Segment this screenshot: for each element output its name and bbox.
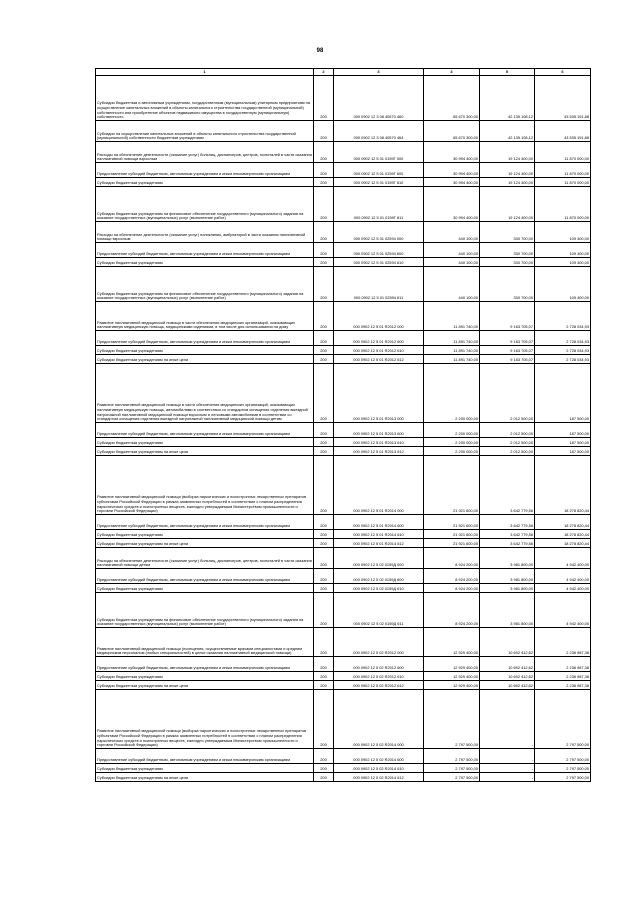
- row-executed-cell: 3 642 779,56: [480, 530, 535, 539]
- row-code-cell: 200: [314, 628, 334, 657]
- row-code-cell: 200: [314, 681, 334, 690]
- row-name-cell: Предоставление субсидий бюджетным, автономным учреждениям и иным некоммерческим организациям: [96, 163, 314, 178]
- row-remainder-cell: 2 236 987,38: [535, 657, 591, 672]
- header-col-6: 6: [535, 69, 591, 76]
- row-kbk-cell: 000 0902 12 5 02 0159Д 610: [334, 584, 424, 593]
- row-code-cell: 200: [314, 142, 334, 163]
- row-remainder-cell: 18 278 820,44: [535, 456, 591, 515]
- table-row: [96, 178, 591, 187]
- row-kbk-cell: 000 0902 12 5 02 R2012 612: [334, 681, 424, 690]
- row-name-cell: Субсидии бюджетным учреждениям: [96, 584, 314, 593]
- row-executed-cell: 3 642 779,56: [480, 515, 535, 530]
- row-code-cell: 200: [314, 672, 334, 681]
- table-row: [96, 121, 591, 142]
- row-name-cell: Субсидии бюджетным учреждениям на иные цели: [96, 539, 314, 548]
- row-kbk-cell: 000 0902 12 5 01 0159Г 610: [334, 178, 424, 187]
- row-remainder-cell: 4 942 400,00: [535, 569, 591, 584]
- row-plan-cell: 65 670 300,00: [424, 76, 480, 121]
- row-name-cell: Субсидии бюджетным учреждениям: [96, 346, 314, 355]
- table-row: [96, 447, 591, 456]
- row-executed-cell: 19 124 400,00: [480, 178, 535, 187]
- row-code-cell: 200: [314, 749, 334, 764]
- row-kbk-cell: 000 0902 12 5 02 R2012 600: [334, 657, 424, 672]
- row-code-cell: 200: [314, 258, 334, 267]
- row-plan-cell: 2 200 000,00: [424, 364, 480, 423]
- table-row: [96, 569, 591, 584]
- table-header-row: [96, 69, 591, 76]
- row-remainder-cell: 2 797 500,00: [535, 773, 591, 782]
- row-plan-cell: 440 100,00: [424, 258, 480, 267]
- row-remainder-cell: 11 870 000,00: [535, 142, 591, 163]
- row-name-cell: Субсидии бюджетным учреждениям на иные цели: [96, 447, 314, 456]
- row-plan-cell: 2 797 500,00: [424, 749, 480, 764]
- row-name-cell: Субсидии бюджетным учреждениям на иные цели: [96, 773, 314, 782]
- row-plan-cell: 8 924 200,00: [424, 569, 480, 584]
- table-row: [96, 539, 591, 548]
- row-remainder-cell: 43 535 191,88: [535, 121, 591, 142]
- row-executed-cell: 9 163 705,07: [480, 331, 535, 346]
- row-executed-cell: 42 135 108,12: [480, 76, 535, 121]
- table-row: [96, 302, 591, 331]
- row-code-cell: 200: [314, 773, 334, 782]
- table-row: [96, 530, 591, 539]
- row-name-cell: Субсидии бюджетным учреждениям: [96, 258, 314, 267]
- row-plan-cell: 440 100,00: [424, 222, 480, 243]
- row-plan-cell: 30 994 400,00: [424, 178, 480, 187]
- row-plan-cell: 2 200 000,00: [424, 447, 480, 456]
- table-row: [96, 690, 591, 749]
- table-row: [96, 593, 591, 628]
- row-executed-cell: 330 700,00: [480, 222, 535, 243]
- row-code-cell: 200: [314, 593, 334, 628]
- row-code-cell: 200: [314, 163, 334, 178]
- row-remainder-cell: 2 728 034,93: [535, 331, 591, 346]
- row-name-cell: Предоставление субсидий бюджетным, автономным учреждениям и иным некоммерческим организациям: [96, 569, 314, 584]
- row-code-cell: 200: [314, 346, 334, 355]
- row-executed-cell: 9 163 705,07: [480, 302, 535, 331]
- row-kbk-cell: 000 0902 12 5 01 R2013 610: [334, 438, 424, 447]
- table-row: [96, 187, 591, 222]
- row-kbk-cell: 000 0902 12 5 01 R2014 610: [334, 530, 424, 539]
- row-name-cell: Расходы на обеспечение деятельности (оказание услуг) больниц, диспансеров, центров, госпиталей в части оказания паллиативной помощи взрослым: [96, 142, 314, 163]
- row-plan-cell: 21 921 600,00: [424, 539, 480, 548]
- row-plan-cell: 2 797 500,00: [424, 773, 480, 782]
- row-remainder-cell: 187 500,00: [535, 438, 591, 447]
- row-executed-cell: 330 700,00: [480, 258, 535, 267]
- row-name-cell: Развитие паллиативной медицинской помощи (посещения, осуществляемые врачами специалистами и средним медицинским персоналом (любых специальностей) в целях оказания паллиативной медицинской помощи): [96, 628, 314, 657]
- row-name-cell: Предоставление субсидий бюджетным, автономным учреждениям и иным некоммерческим организациям: [96, 423, 314, 438]
- row-kbk-cell: 000 0902 12 5 01 0159Г 600: [334, 163, 424, 178]
- row-executed-cell: 3 642 779,56: [480, 456, 535, 515]
- row-remainder-cell: 109 400,00: [535, 267, 591, 302]
- row-plan-cell: 2 797 500,00: [424, 764, 480, 773]
- row-executed-cell: 10 692 412,62: [480, 628, 535, 657]
- row-name-cell: Развитие паллиативной медицинской помощи в части обеспечения медицинских организаций, оказывающих паллиативную медицинскую помощь, медицинскими изделиями, в том числе для использования на дому: [96, 302, 314, 331]
- row-kbk-cell: 000 0902 12 5 01 R2012 610: [334, 346, 424, 355]
- row-plan-cell: 30 994 400,00: [424, 187, 480, 222]
- row-code-cell: 200: [314, 690, 334, 749]
- header-col-5: 5: [480, 69, 535, 76]
- table-row: [96, 584, 591, 593]
- row-plan-cell: 12 929 400,00: [424, 681, 480, 690]
- row-remainder-cell: 109 400,00: [535, 243, 591, 258]
- table-row: [96, 764, 591, 773]
- row-kbk-cell: 000 0902 12 5 01 R2013 600: [334, 423, 424, 438]
- row-executed-cell: 3 981 800,00: [480, 593, 535, 628]
- row-code-cell: 200: [314, 530, 334, 539]
- row-kbk-cell: 000 0902 12 5 01 02594 600: [334, 243, 424, 258]
- row-name-cell: Развитие паллиативной медицинской помощи (выборка наркотических и психотропных лекарственных препаратов субъектами Российской Федерации в рамках заявленных потребностей в соответствии с планом распределения наркотических средств и психотропных веществ, ежегодно утверждаемым Министерством промышленности и торговли Российской Федерации): [96, 690, 314, 749]
- row-code-cell: 200: [314, 657, 334, 672]
- row-remainder-cell: 18 278 820,44: [535, 530, 591, 539]
- row-name-cell: Субсидии бюджетным учреждениям: [96, 178, 314, 187]
- row-remainder-cell: 2 236 987,38: [535, 672, 591, 681]
- row-executed-cell: 2 012 500,00: [480, 423, 535, 438]
- row-plan-cell: 440 100,00: [424, 243, 480, 258]
- row-executed-cell: 2 012 500,00: [480, 447, 535, 456]
- table-row: [96, 267, 591, 302]
- row-kbk-cell: 000 0902 12 5 01 02594 610: [334, 258, 424, 267]
- row-executed-cell: 19 124 400,00: [480, 142, 535, 163]
- row-kbk-cell: 000 0902 12 3 08 40570 464: [334, 121, 424, 142]
- row-name-cell: Субсидии бюджетным и автономным учреждениям, государственным (муниципальным) унитарным предприятиям на осуществление капитальных вложений в объекты капитального строительства государственной (муниципальной) собственности или приобретение объектов недвижимого имущества в государственную (муниципальную) собственность: [96, 76, 314, 121]
- row-remainder-cell: 11 870 000,00: [535, 187, 591, 222]
- page-number: 98: [316, 48, 324, 54]
- row-executed-cell: 10 692 412,62: [480, 681, 535, 690]
- row-name-cell: Субсидии бюджетным учреждениям на иные цели: [96, 355, 314, 364]
- table-row: [96, 355, 591, 364]
- table-row: [96, 364, 591, 423]
- row-executed-cell: 10 692 412,62: [480, 657, 535, 672]
- table-row: [96, 346, 591, 355]
- row-plan-cell: 8 924 200,00: [424, 548, 480, 569]
- row-code-cell: 200: [314, 584, 334, 593]
- row-name-cell: Расходы на обеспечение деятельности (оказание услуг) больниц, диспансеров, центров, госпиталей в части оказания паллиативной помощи детям: [96, 548, 314, 569]
- header-col-1: 1: [96, 69, 314, 76]
- row-code-cell: 200: [314, 569, 334, 584]
- row-kbk-cell: 000 0902 12 5 01 R2013 000: [334, 364, 424, 423]
- row-code-cell: 200: [314, 539, 334, 548]
- header-col-4: 4: [424, 69, 480, 76]
- row-remainder-cell: 2 728 034,93: [535, 302, 591, 331]
- row-remainder-cell: 2 236 987,38: [535, 681, 591, 690]
- row-plan-cell: 2 200 000,00: [424, 423, 480, 438]
- row-kbk-cell: 000 0902 12 5 02 R2014 600: [334, 749, 424, 764]
- row-code-cell: 200: [314, 331, 334, 346]
- row-remainder-cell: 2 797 500,00: [535, 764, 591, 773]
- table-row: [96, 749, 591, 764]
- row-name-cell: Развитие паллиативной медицинской помощи в части обеспечения медицинских организаций, оказывающих паллиативную медицинскую помощь, автомобилями в соответствии со стандартом оснащения отделения выездной патронажной паллиативной медицинской помощи взрослым и легковыми автомобилями в соответствии со стандартом оснащения отделения выездной патронажной паллиативной медицинской помощи детям: [96, 364, 314, 423]
- row-plan-cell: 11 891 740,00: [424, 346, 480, 355]
- row-name-cell: Расходы на обеспечение деятельности (оказание услуг) поликлиник, амбулаторий в части оказания паллиативной помощи взрослым: [96, 222, 314, 243]
- table-row: [96, 672, 591, 681]
- table-row: [96, 142, 591, 163]
- table-row: [96, 515, 591, 530]
- row-name-cell: Предоставление субсидий бюджетным, автономным учреждениям и иным некоммерческим организациям: [96, 243, 314, 258]
- row-kbk-cell: 000 0902 12 5 01 0159Г 611: [334, 187, 424, 222]
- table-row: [96, 163, 591, 178]
- row-plan-cell: 21 921 600,00: [424, 456, 480, 515]
- row-kbk-cell: 000 0902 12 5 01 R2013 612: [334, 447, 424, 456]
- row-executed-cell: 2 012 500,00: [480, 438, 535, 447]
- row-code-cell: 200: [314, 355, 334, 364]
- row-name-cell: Предоставление субсидий бюджетным, автономным учреждениям и иным некоммерческим организациям: [96, 515, 314, 530]
- row-name-cell: Субсидии бюджетным учреждениям: [96, 672, 314, 681]
- row-remainder-cell: 2 797 500,00: [535, 690, 591, 749]
- row-plan-cell: 11 891 740,00: [424, 302, 480, 331]
- table-row: [96, 423, 591, 438]
- row-kbk-cell: 000 0902 12 5 02 R2014 612: [334, 773, 424, 782]
- row-plan-cell: 12 929 400,00: [424, 628, 480, 657]
- row-code-cell: 200: [314, 447, 334, 456]
- row-remainder-cell: 4 942 400,00: [535, 548, 591, 569]
- row-executed-cell: 2 012 500,00: [480, 364, 535, 423]
- row-kbk-cell: 000 0902 12 5 01 02594 611: [334, 267, 424, 302]
- row-kbk-cell: 000 0902 12 5 01 R2014 612: [334, 539, 424, 548]
- row-plan-cell: 8 924 200,00: [424, 593, 480, 628]
- row-executed-cell: 3 981 800,00: [480, 584, 535, 593]
- row-name-cell: Субсидии бюджетным учреждениям на финансовое обеспечение государственного (муниципального) задания на оказание государственных (муниципальных) услуг (выполнение работ): [96, 267, 314, 302]
- table-row: [96, 773, 591, 782]
- row-kbk-cell: 000 0902 12 5 02 0159Д 611: [334, 593, 424, 628]
- row-code-cell: 200: [314, 438, 334, 447]
- table-row: [96, 243, 591, 258]
- row-plan-cell: 12 929 400,00: [424, 672, 480, 681]
- row-code-cell: 200: [314, 302, 334, 331]
- row-executed-cell: 3 981 800,00: [480, 548, 535, 569]
- row-plan-cell: 21 921 600,00: [424, 530, 480, 539]
- row-executed-cell: 3 642 779,56: [480, 539, 535, 548]
- row-remainder-cell: 187 500,00: [535, 364, 591, 423]
- table-row: [96, 681, 591, 690]
- row-plan-cell: 65 670 300,00: [424, 121, 480, 142]
- table-body: [96, 76, 591, 782]
- row-plan-cell: 2 200 000,00: [424, 438, 480, 447]
- row-plan-cell: 8 924 200,00: [424, 584, 480, 593]
- row-remainder-cell: 43 535 191,88: [535, 76, 591, 121]
- row-plan-cell: 11 891 740,00: [424, 355, 480, 364]
- row-plan-cell: 30 994 400,00: [424, 142, 480, 163]
- row-executed-cell: 42 135 108,12: [480, 121, 535, 142]
- row-kbk-cell: 000 0902 12 5 02 0159Д 600: [334, 569, 424, 584]
- row-code-cell: 200: [314, 764, 334, 773]
- budget-table: [95, 68, 591, 782]
- header-col-3: 3: [334, 69, 424, 76]
- row-name-cell: Предоставление субсидий бюджетным, автономным учреждениям и иным некоммерческим организациям: [96, 657, 314, 672]
- row-remainder-cell: 2 728 034,93: [535, 346, 591, 355]
- row-kbk-cell: 000 0902 12 5 01 R2012 600: [334, 331, 424, 346]
- table-row: [96, 548, 591, 569]
- row-executed-cell: 10 692 412,62: [480, 672, 535, 681]
- table-row: [96, 438, 591, 447]
- row-executed-cell: -: [480, 749, 535, 764]
- row-kbk-cell: 000 0902 12 5 01 02594 000: [334, 222, 424, 243]
- row-name-cell: Субсидии бюджетным учреждениям: [96, 530, 314, 539]
- row-name-cell: Субсидии на осуществление капитальных вложений в объекты капитального строительства государственной (муниципальной) собственности бюджетным учреждениям: [96, 121, 314, 142]
- row-code-cell: 200: [314, 76, 334, 121]
- row-remainder-cell: 109 400,00: [535, 258, 591, 267]
- row-kbk-cell: 000 0902 12 5 02 R2014 610: [334, 764, 424, 773]
- row-remainder-cell: 187 500,00: [535, 447, 591, 456]
- table-row: [96, 331, 591, 346]
- row-name-cell: Предоставление субсидий бюджетным, автономным учреждениям и иным некоммерческим организациям: [96, 331, 314, 346]
- table-row: [96, 76, 591, 121]
- row-code-cell: 200: [314, 178, 334, 187]
- row-kbk-cell: 000 0902 12 3 08 40570 460: [334, 76, 424, 121]
- row-remainder-cell: 18 278 820,44: [535, 515, 591, 530]
- table-row: [96, 222, 591, 243]
- row-code-cell: 200: [314, 267, 334, 302]
- row-executed-cell: 19 124 400,00: [480, 163, 535, 178]
- row-remainder-cell: 2 728 034,93: [535, 355, 591, 364]
- row-code-cell: 200: [314, 515, 334, 530]
- header-col-2: 2: [314, 69, 334, 76]
- row-remainder-cell: 4 942 400,00: [535, 593, 591, 628]
- row-remainder-cell: 4 942 400,00: [535, 584, 591, 593]
- row-code-cell: 200: [314, 423, 334, 438]
- row-executed-cell: -: [480, 764, 535, 773]
- row-executed-cell: 19 124 400,00: [480, 187, 535, 222]
- row-executed-cell: -: [480, 690, 535, 749]
- row-plan-cell: 12 929 400,00: [424, 657, 480, 672]
- row-executed-cell: 9 163 705,07: [480, 346, 535, 355]
- row-plan-cell: 440 100,00: [424, 267, 480, 302]
- row-plan-cell: 2 797 500,00: [424, 690, 480, 749]
- row-code-cell: 200: [314, 456, 334, 515]
- row-code-cell: 200: [314, 222, 334, 243]
- row-code-cell: 200: [314, 187, 334, 222]
- row-remainder-cell: 18 278 820,44: [535, 539, 591, 548]
- row-kbk-cell: 000 0902 12 5 01 R2012 612: [334, 355, 424, 364]
- row-remainder-cell: 2 797 500,00: [535, 749, 591, 764]
- row-kbk-cell: 000 0902 12 5 02 R2014 000: [334, 690, 424, 749]
- row-plan-cell: 30 994 400,00: [424, 163, 480, 178]
- row-code-cell: 200: [314, 548, 334, 569]
- row-remainder-cell: 11 870 000,00: [535, 163, 591, 178]
- table-row: [96, 657, 591, 672]
- row-executed-cell: 330 700,00: [480, 243, 535, 258]
- table-row: [96, 628, 591, 657]
- row-code-cell: 200: [314, 243, 334, 258]
- table-row: [96, 258, 591, 267]
- row-plan-cell: 11 891 740,00: [424, 331, 480, 346]
- row-plan-cell: 21 921 600,00: [424, 515, 480, 530]
- row-remainder-cell: 187 500,00: [535, 423, 591, 438]
- row-kbk-cell: 000 0902 12 5 02 R2012 610: [334, 672, 424, 681]
- row-name-cell: Развитие паллиативной медицинской помощи (выборка наркотических и психотропных лекарственных препаратов субъектами Российской Федерации в рамках заявленных потребностей в соответствии с планом распределения наркотических средств и психотропных веществ, ежегодно утверждаемым Министерством промышленности и торговли Российской Федерации): [96, 456, 314, 515]
- row-remainder-cell: 11 870 000,00: [535, 178, 591, 187]
- row-executed-cell: -: [480, 773, 535, 782]
- row-code-cell: 200: [314, 364, 334, 423]
- row-remainder-cell: 109 400,00: [535, 222, 591, 243]
- row-code-cell: 200: [314, 121, 334, 142]
- row-name-cell: Субсидии бюджетным учреждениям на иные цели: [96, 681, 314, 690]
- row-remainder-cell: 2 236 987,38: [535, 628, 591, 657]
- row-kbk-cell: 000 0902 12 5 02 0159Д 000: [334, 548, 424, 569]
- row-kbk-cell: 000 0902 12 5 01 0159Г 000: [334, 142, 424, 163]
- row-name-cell: Субсидии бюджетным учреждениям: [96, 438, 314, 447]
- row-executed-cell: 3 981 800,00: [480, 569, 535, 584]
- row-name-cell: Субсидии бюджетным учреждениям на финансовое обеспечение государственного (муниципального) задания на оказание государственных (муниципальных) услуг (выполнение работ): [96, 593, 314, 628]
- row-kbk-cell: 000 0902 12 5 02 R2012 000: [334, 628, 424, 657]
- table-row: [96, 456, 591, 515]
- row-kbk-cell: 000 0902 12 5 01 R2014 000: [334, 456, 424, 515]
- row-kbk-cell: 000 0902 12 5 01 R2014 600: [334, 515, 424, 530]
- row-name-cell: Субсидии бюджетным учреждениям: [96, 764, 314, 773]
- row-name-cell: Субсидии бюджетным учреждениям на финансовое обеспечение государственного (муниципального) задания на оказание государственных (муниципальных) услуг (выполнение работ): [96, 187, 314, 222]
- row-kbk-cell: 000 0902 12 5 01 R2012 000: [334, 302, 424, 331]
- row-name-cell: Предоставление субсидий бюджетным, автономным учреждениям и иным некоммерческим организациям: [96, 749, 314, 764]
- row-executed-cell: 9 163 705,07: [480, 355, 535, 364]
- row-executed-cell: 330 700,00: [480, 267, 535, 302]
